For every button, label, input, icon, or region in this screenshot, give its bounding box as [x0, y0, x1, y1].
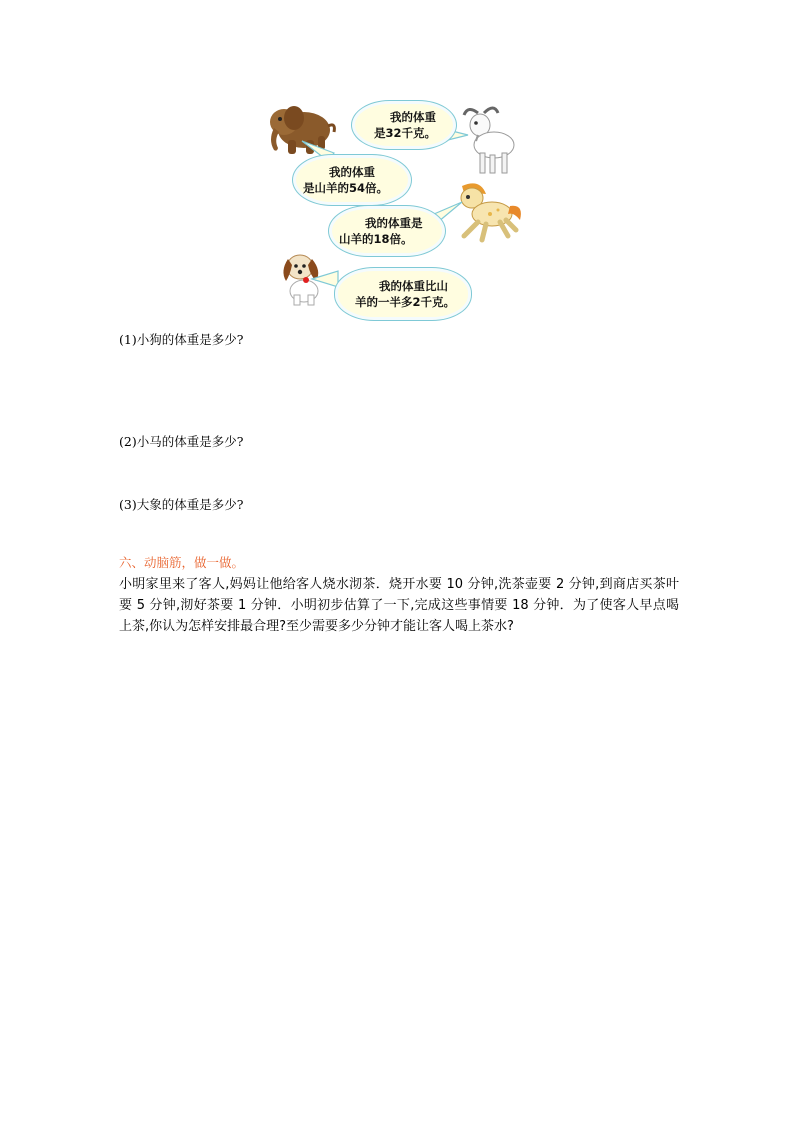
question-3: (3)大象的体重是多少?: [119, 497, 244, 512]
bubble-line: 我的体重: [390, 110, 436, 124]
horse-speech-bubble: [328, 205, 446, 257]
dog-speech-bubble: [334, 267, 472, 321]
elephant-speech-bubble: [292, 154, 412, 206]
question-2: (2)小马的体重是多少?: [119, 434, 244, 449]
bubble-line: 我的体重: [329, 165, 375, 179]
bubble-line: 我的体重是: [365, 216, 423, 230]
section-title: 六、动脑筋，做一做。: [119, 555, 245, 570]
bubble-line: 羊的一半多2千克。: [355, 295, 456, 309]
bubble-line: 山羊的18倍。: [339, 232, 413, 246]
animal-weights-figure: [262, 95, 532, 327]
bubble-line: 是山羊的54倍。: [303, 181, 389, 195]
bubble-line: 是32千克。: [374, 126, 437, 140]
question-1: (1)小狗的体重是多少?: [119, 332, 244, 347]
bubble-line: 我的体重比山: [379, 279, 448, 293]
goat-speech-bubble: [351, 100, 457, 150]
problem-text: 小明家里来了客人,妈妈让他给客人烧水沏茶．烧开水要 10 分钟,洗茶壶要 2 分钟,到商店买茶叶要 5 分钟,沏好茶要 1 分钟．小明初步估算了一下,完成这些事情要 18 分钟．为了使客人早点喝上茶,你认为怎样安排最合理?至少需要多少分钟才能让客人喝上茶水?: [119, 577, 679, 634]
